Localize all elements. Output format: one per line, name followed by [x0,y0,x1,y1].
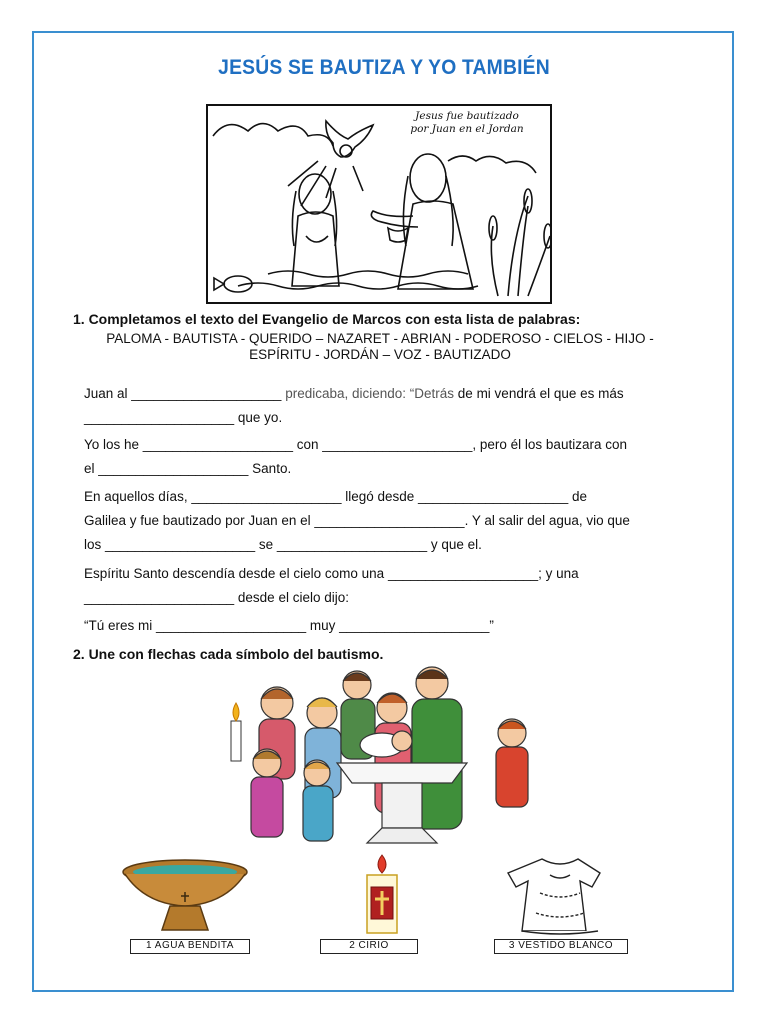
paragraph-3-line-2: Galilea y fue bautizado por Juan en el ____________________. Y al salir del agua, vio que [84,513,630,528]
paragraph-3 [84,485,704,557]
word-list-line-1: PALOMA - BAUTISTA - QUERIDO – NAZARET - ABRIAN - PODEROSO - CIELOS - HIJO - [106,331,654,346]
paragraph-2-line-2: el ____________________ Santo. [84,461,292,476]
symbol-label-3: 3 VESTIDO BLANCO [494,939,628,954]
font-bowl-icon [120,858,250,936]
paragraph-2 [84,433,704,481]
symbol-label-2: 2 CIRIO [320,939,418,954]
paragraph-2-line-1: Yo los he ____________________ con ____________________, pero él los bautizara con [84,437,627,452]
paragraph-4-line-1: Espíritu Santo descendía desde el cielo como una ____________________; y una [84,566,579,581]
word-list [60,331,700,363]
baptism-illustration [206,104,552,304]
font-bowl-drawing [120,858,250,936]
text-segment: Juan al ____________________ [84,386,286,401]
section1-heading: 1. Completamos el texto del Evangelio de Marcos con esta lista de palabras: [73,311,581,327]
caption-line-1: Jesus fue bautizado [415,110,519,122]
paragraph-3-line-1: En aquellos días, ____________________ llegó desde ____________________ de [84,489,587,504]
family-drawing [217,663,547,853]
text-segment: de mi vendrá el que es más [454,386,624,401]
symbol-label-1: 1 AGUA BENDITA [130,939,250,954]
section2-heading: 2. Une con flechas cada símbolo del bautismo. [73,646,384,662]
word-list-line-2: ESPÍRITU - JORDÁN – VOZ - BAUTIZADO [249,347,511,362]
white-dress-icon [500,853,620,935]
paragraph-1-line-1 [84,382,704,406]
paragraph-4-line-2: ____________________ desde el cielo dijo: [84,590,349,605]
paragraph-4 [84,562,704,610]
paragraph-5 [84,614,704,638]
candle-drawing [362,853,402,935]
dress-drawing [500,853,620,935]
family-baptism-illustration [217,663,547,853]
illustration-caption [402,110,532,136]
text-segment: predicaba, diciendo: “Detrás [285,386,455,401]
paragraph-1 [84,382,704,430]
paragraph-3-line-3: los ____________________ se ____________________ y que el. [84,537,482,552]
paragraph-1-line-2: ____________________ que yo. [84,410,283,425]
candle-icon [362,853,402,935]
paragraph-5-line-1: “Tú eres mi ____________________ muy ____________________” [84,618,494,633]
page-title: JESÚS SE BAUTIZA Y YO TAMBIÉN [218,56,550,79]
caption-line-2: por Juan en el Jordan [410,123,524,135]
